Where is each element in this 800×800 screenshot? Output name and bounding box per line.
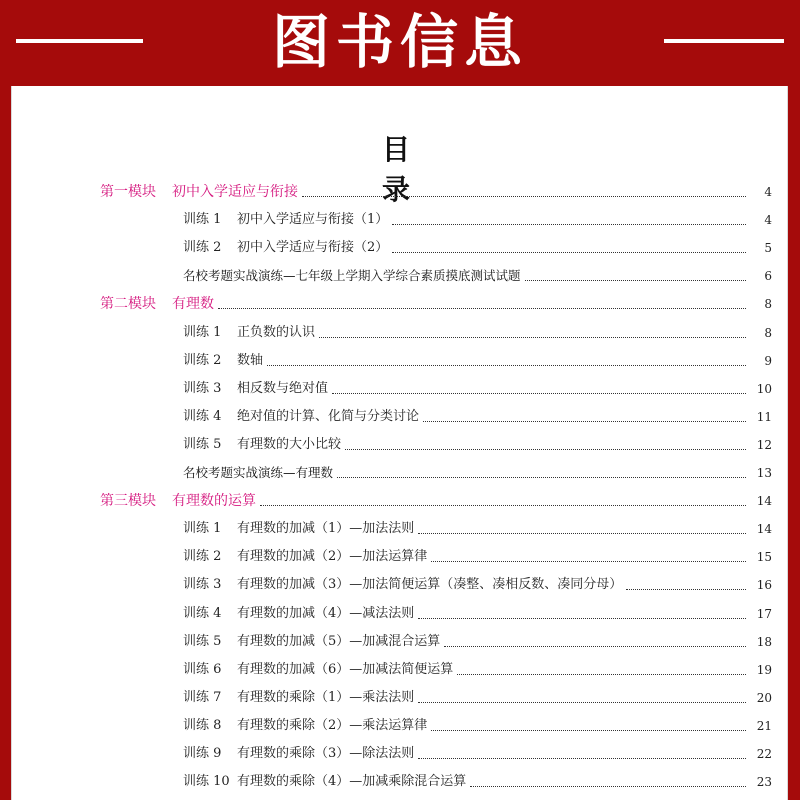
banner-left-rule (16, 39, 143, 43)
dot-leader (423, 421, 746, 422)
page-number: 14 (756, 494, 772, 509)
toc-entry-exam (183, 457, 788, 481)
toc-entry-module (100, 485, 788, 509)
toc-entry-module (100, 176, 788, 200)
page-number: 11 (756, 409, 772, 424)
toc-entry-exam (183, 260, 788, 284)
toc-title: 目录 (382, 133, 445, 206)
dot-leader (470, 786, 746, 787)
toc-entry-label (100, 296, 214, 312)
toc-entry-module (100, 288, 788, 312)
toc-entry-train (183, 513, 788, 537)
dot-leader (392, 252, 746, 253)
training-title: 有理数的加减（2）—加法运算律 (237, 549, 428, 565)
training-title: 有理数的大小比较 (237, 436, 342, 452)
toc-entry-train (183, 654, 788, 678)
training-title: 有理数的加减（6）—加减法简便运算 (237, 661, 454, 677)
page-number: 15 (756, 550, 772, 565)
training-number: 训练 2 (183, 549, 222, 565)
page-number: 6 (764, 269, 772, 284)
training-title: 有理数的加减（3）—加法简便运算（凑整、凑相反数、凑同分母） (237, 577, 623, 593)
page-number: 22 (756, 747, 772, 761)
training-number: 训练 2 (183, 352, 222, 368)
page-number: 10 (756, 381, 772, 396)
toc-entry-label (100, 493, 256, 509)
toc-entry-train (183, 232, 788, 256)
dot-leader (431, 730, 746, 731)
training-number: 训练 3 (183, 380, 222, 396)
toc-entry-label (183, 381, 328, 397)
page-number: 13 (756, 466, 772, 480)
toc-entry-label (183, 549, 427, 565)
training-title: 有理数的乘除（2）—乘法运算律 (237, 717, 428, 733)
dot-leader (267, 365, 746, 366)
toc-entry-label (183, 268, 521, 284)
toc-entry-label (183, 606, 414, 622)
toc-entry-label (183, 212, 388, 228)
training-title: 数轴 (237, 352, 264, 368)
training-title: 绝对值的计算、化简与分类讨论 (237, 408, 420, 424)
toc-entry-label (183, 774, 466, 790)
toc-entry-label (183, 353, 263, 369)
training-number: 训练 4 (183, 408, 222, 424)
dot-leader (431, 561, 746, 562)
training-number: 训练 3 (183, 577, 222, 593)
dot-leader (392, 224, 746, 225)
toc-entry-train (183, 345, 788, 369)
page-number: 4 (764, 213, 772, 228)
toc-entry-train (183, 710, 788, 734)
page-number: 20 (756, 690, 772, 705)
toc-entry-label (183, 325, 315, 341)
toc-page (11, 86, 788, 800)
banner (0, 0, 800, 86)
page-number: 9 (764, 353, 772, 368)
module-number: 第三模块 (100, 493, 156, 510)
page-number: 5 (764, 241, 772, 256)
training-title: 相反数与绝对值 (237, 380, 329, 396)
toc-entry-label (183, 437, 341, 453)
page-number: 18 (756, 634, 772, 649)
training-title: 初中入学适应与衔接（1） (237, 212, 389, 228)
training-title: 有理数的加减（5）—加减混合运算 (237, 633, 441, 649)
page-number: 14 (756, 522, 772, 537)
toc-entry-train (183, 373, 788, 397)
module-title: 有理数 (172, 296, 214, 313)
toc-entry-train (183, 682, 788, 706)
toc-entry-train (183, 738, 788, 762)
toc-entry-label (183, 662, 453, 678)
dot-leader (418, 702, 746, 703)
toc-entry-train (183, 401, 788, 425)
training-title: 初中入学适应与衔接（2） (237, 240, 389, 256)
banner-title: 图书信息 (271, 8, 528, 76)
toc-entry-label (183, 240, 388, 256)
toc-entry-label (183, 718, 427, 734)
dot-leader (337, 477, 746, 478)
training-number: 训练 7 (183, 689, 222, 705)
dot-leader (418, 758, 746, 759)
training-title: 有理数的乘除（3）—除法法则 (237, 746, 415, 761)
training-title: 有理数的乘除（4）—加减乘除混合运算 (237, 774, 467, 790)
toc-entry-train (183, 598, 788, 622)
page-number: 4 (764, 185, 772, 199)
training-number: 训练 8 (183, 717, 222, 733)
page-number: 8 (764, 325, 772, 340)
toc-entry-label (183, 634, 440, 650)
toc-entry-label (183, 465, 333, 481)
toc-entry-train (183, 766, 788, 790)
dot-leader (345, 449, 746, 450)
training-number: 训练 5 (183, 436, 222, 452)
page-number: 23 (756, 775, 772, 790)
training-title: 有理数的加减（4）—减法法则 (237, 605, 415, 621)
toc-entry-label (100, 184, 298, 200)
page-number: 12 (756, 437, 772, 452)
training-title: 有理数的加减（1）—加法法则 (237, 521, 415, 537)
dot-leader (260, 505, 746, 506)
training-title: 正负数的认识 (237, 324, 316, 340)
dot-leader (626, 589, 746, 590)
training-number: 训练 1 (183, 324, 222, 340)
module-title: 有理数的运算 (172, 493, 256, 510)
toc-entry-train (183, 541, 788, 565)
toc-entry-label (183, 577, 622, 593)
training-number: 训练 9 (183, 746, 222, 761)
training-number: 训练 1 (183, 521, 222, 537)
dot-leader (418, 533, 746, 534)
dot-leader (525, 280, 746, 281)
toc-entry-label (183, 521, 414, 537)
training-number: 训练 4 (183, 605, 222, 621)
toc-entry-label (183, 746, 414, 762)
exam-title: 名校考题实战演练—有理数 (183, 465, 334, 480)
training-number: 训练 10 (183, 774, 230, 790)
page-number: 17 (756, 606, 772, 621)
page-number: 16 (756, 578, 772, 593)
page-number: 19 (756, 662, 772, 677)
dot-leader (457, 674, 746, 675)
page-number: 21 (756, 718, 772, 733)
dot-leader (332, 393, 746, 394)
banner-right-rule (664, 39, 784, 43)
dot-leader (302, 196, 746, 197)
training-title: 有理数的乘除（1）—乘法法则 (237, 689, 415, 705)
training-number: 训练 2 (183, 240, 222, 256)
dot-leader (218, 308, 746, 309)
exam-title: 名校考题实战演练—七年级上学期入学综合素质摸底测试试题 (183, 268, 521, 284)
toc-entry-train (183, 317, 788, 341)
dot-leader (319, 337, 746, 338)
module-number: 第一模块 (100, 184, 156, 200)
toc-entry-train (183, 626, 788, 650)
toc-entry-train (183, 429, 788, 453)
training-number: 训练 5 (183, 633, 222, 649)
toc-entry-label (183, 409, 419, 425)
module-title: 初中入学适应与衔接 (172, 184, 298, 200)
training-number: 训练 1 (183, 212, 222, 228)
dot-leader (444, 646, 746, 647)
training-number: 训练 6 (183, 661, 222, 677)
dot-leader (418, 618, 746, 619)
toc-entry-label (183, 690, 414, 706)
toc-entry-train (183, 204, 788, 228)
module-number: 第二模块 (100, 296, 156, 313)
toc-entry-train (183, 569, 788, 593)
page-number: 8 (764, 297, 772, 312)
